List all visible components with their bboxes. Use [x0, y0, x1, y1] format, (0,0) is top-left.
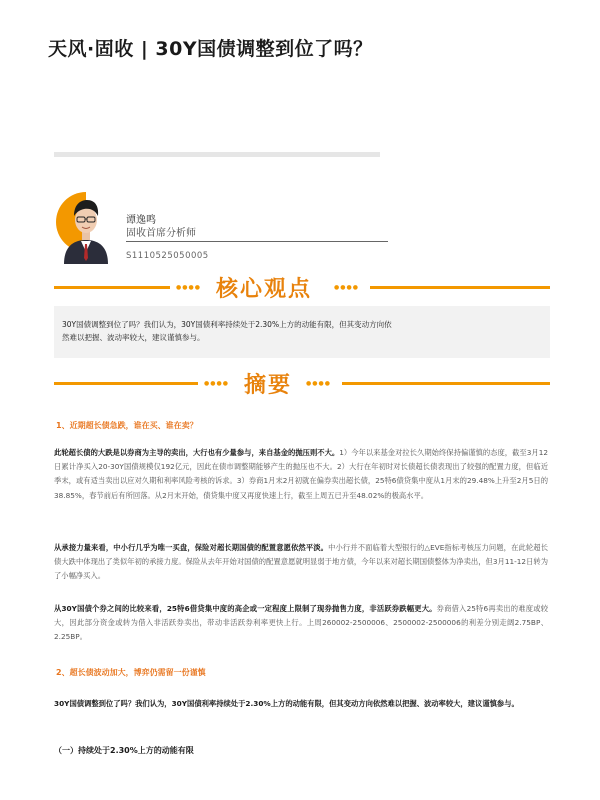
banner-dots-left: ●●●●: [204, 380, 229, 387]
author-title: 固收首席分析师: [126, 228, 196, 239]
author-name: 谭逸鸣: [126, 215, 156, 226]
banner-line-left: [54, 286, 170, 289]
core-view-text: 30Y国债调整到位了吗？我们认为，30Y国债利率持续处于2.30%上方的动能有限，但其变动方向依然难以把握、波动率较大，建议谨慎参与。: [62, 320, 392, 342]
avatar: [54, 190, 118, 264]
core-view-banner: [54, 276, 550, 302]
paragraph-4: [54, 697, 548, 711]
paragraph-4-lead: 30Y国债调整到位了吗？我们认为，30Y国债利率持续处于2.30%上方的动能有限，但其变动方向依然难以把握、波动率较大，建议谨慎参与。: [54, 699, 519, 708]
paragraph-3: [54, 602, 548, 645]
banner-line-right: [370, 286, 550, 289]
paragraph-3-lead: 从30Y国债个券之间的比较来看，25特6借贷集中度的高企或一定程度上限制了现券抛售力度，非活跃券跌幅更大。: [54, 604, 437, 613]
top-divider-bar: [54, 152, 380, 157]
section2-heading: 2、超长债波动加大，博弈仍需留一份谨慎: [56, 668, 206, 677]
banner-dots-right: ●●●●: [334, 284, 359, 291]
page-title: 天风·固收 | 30Y国债调整到位了吗？: [48, 38, 373, 60]
paragraph-2-lead: 从承接力量来看，中小行几乎为唯一买盘，保险对超长期国债的配置意愿依然平淡。: [54, 543, 329, 552]
paragraph-2-body: 中小行并不面临着大型银行的△EVE指标考核压力问题，在此轮超长债大跌中体现出了类似年初的承接力度。保险从去年开始对国债的配置意愿就明显弱于地方债，今年以来对超长期国债整体为净卖出，但3月11-12日转为了小幅净买入。: [54, 543, 549, 581]
abstract-banner: [54, 372, 550, 398]
banner-dots-right: ●●●●: [306, 380, 331, 387]
paragraph-1: [54, 446, 548, 503]
paragraph-1-lead: 此轮超长债的大跌是以券商为主导的卖出，大行也有少量参与，来自基金的抛压则不大。: [54, 448, 340, 457]
section1-heading: 1、近期超长债急跌，谁在买、谁在卖？: [56, 421, 198, 430]
analyst-portrait-icon: [54, 190, 118, 264]
core-view-heading: 核心观点: [216, 277, 313, 302]
banner-line-left: [54, 382, 198, 385]
author-divider: [126, 241, 388, 242]
paragraph-1-body: 1）今年以来基金对拉长久期始终保持偏谨慎的态度，截至3月12日累计净买入20-30Y国债规模仅192亿元，因此在债市调整期能够产生的抛压也不大。2）大行在年初时对长债超长债表现出了较强的配置力度，但临近季末，或有适当卖出以应对久期和利率风险考核的诉求。3）券商1月末2月初就在偏券卖出超长债，25特6债贷集中度从1月末的29.48%上升至2月5日的38.85%，春节前后有所回落。从2月末开始，债贷集中度又再度快速上行，截至上周五已升至48.02%的极高水平。: [54, 448, 548, 500]
author-certificate: S1110525050005: [126, 251, 209, 261]
abstract-heading: 摘要: [244, 373, 293, 398]
paragraph-2: [54, 541, 548, 584]
subsection-heading: （一）持续处于2.30%上方的动能有限: [54, 746, 194, 755]
banner-dots-left: ●●●●: [176, 284, 201, 291]
paragraph-3-body: 券商借入25特6再卖出的难度或较大，因此部分资金或转为借入非活跃券卖出，带动非活跃券利率更快上行。上周260002-2500006、2500002-2500006的利差分别走阔2.75BP、2.25BP。: [54, 604, 548, 642]
core-view-box: [54, 306, 550, 358]
banner-line-right: [342, 382, 550, 385]
